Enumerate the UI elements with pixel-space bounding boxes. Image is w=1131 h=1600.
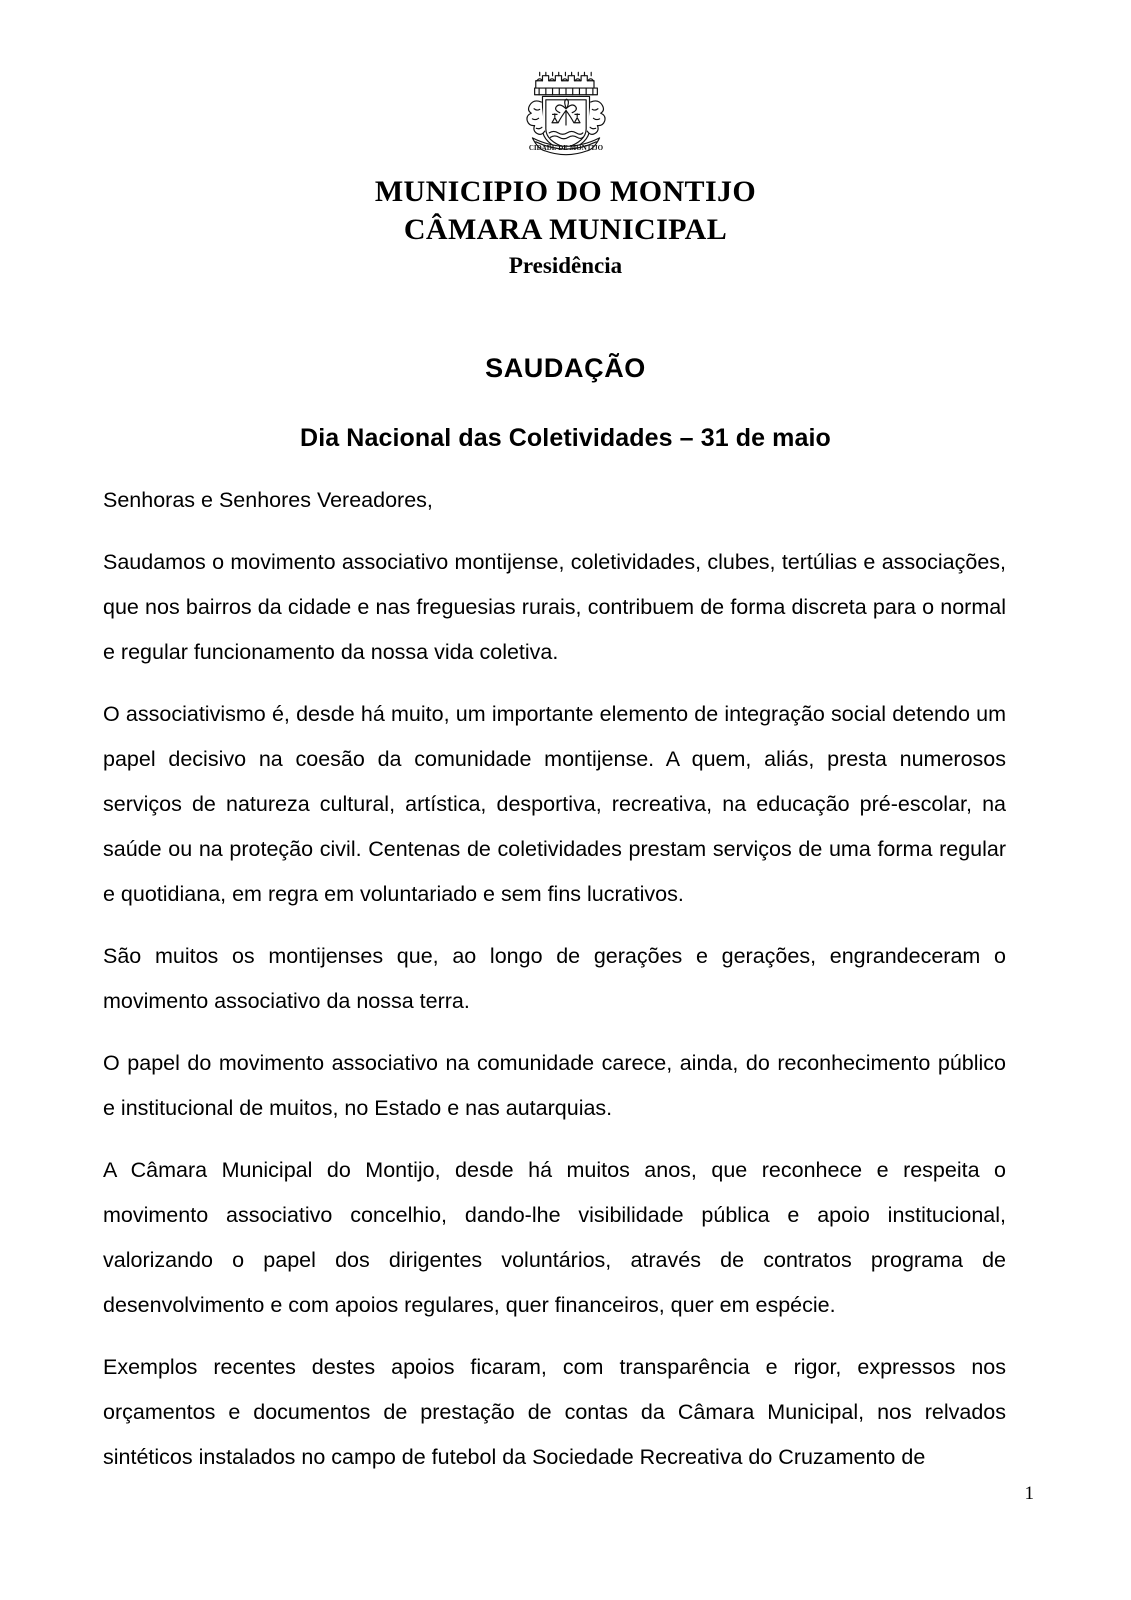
body-paragraph: São muitos os montijenses que, ao longo de gerações e gerações, engrandeceram o movimento associativo da nossa terra. [103, 944, 1006, 1013]
document-body [103, 478, 1006, 1480]
organization-department: Presidência [508, 253, 623, 278]
organization-body: CÂMARA MUNICIPAL [403, 213, 728, 246]
letterhead [0, 0, 1131, 283]
body-paragraph: O associativismo é, desde há muito, um importante elemento de integração social detendo um papel decisivo na coesão da comunidade montijense. A quem, aliás, presta numerosos serviços de natureza cultural, artística, desportiva, recreativa, na educação pré-escolar, na saúde ou na proteção civil. Centenas de coletividades prestam serviços de uma forma regular e quotidiana, em regra em voluntariado e sem fins lucrativos. [103, 702, 1006, 906]
montijo-coat-of-arms-icon [510, 55, 622, 167]
page-subtitle: Dia Nacional das Coletividades – 31 de maio [300, 424, 831, 452]
body-paragraph: O papel do movimento associativo na comunidade carece, ainda, do reconhecimento público e institucional de muitos, no Estado e nas autarquias. [103, 1051, 1006, 1120]
salutation: Senhoras e Senhores Vereadores, [103, 488, 433, 512]
organization-name: MUNICIPIO DO MONTIJO [374, 175, 757, 208]
body-paragraph: Exemplos recentes destes apoios ficaram, com transparência e rigor, expressos nos orçamentos e documentos de prestação de contas da Câmara Municipal, nos relvados sintéticos instalados no campo de futebol da Sociedade Recreativa do Cruzamento de [103, 1355, 1006, 1469]
body-paragraph: A Câmara Municipal do Montijo, desde há muitos anos, que reconhece e respeita o movimento associativo concelhio, dando-lhe visibilidade pública e apoio institucional, valorizando o papel dos dirigentes voluntários, através de contratos programa de desenvolvimento e com apoios regulares, quer financeiros, quer em espécie. [103, 1158, 1006, 1317]
page-title: SAUDAÇÃO [485, 353, 646, 383]
crest-motto-text: CIDADE DE MONTIJO [528, 144, 603, 153]
body-paragraph: Saudamos o movimento associativo montijense, coletividades, clubes, tertúlias e associações, que nos bairros da cidade e nas freguesias rurais, contribuem de forma discreta para o normal e regular funcionamento da nossa vida coletiva. [103, 550, 1006, 664]
page-number: 1 [1024, 1483, 1034, 1504]
